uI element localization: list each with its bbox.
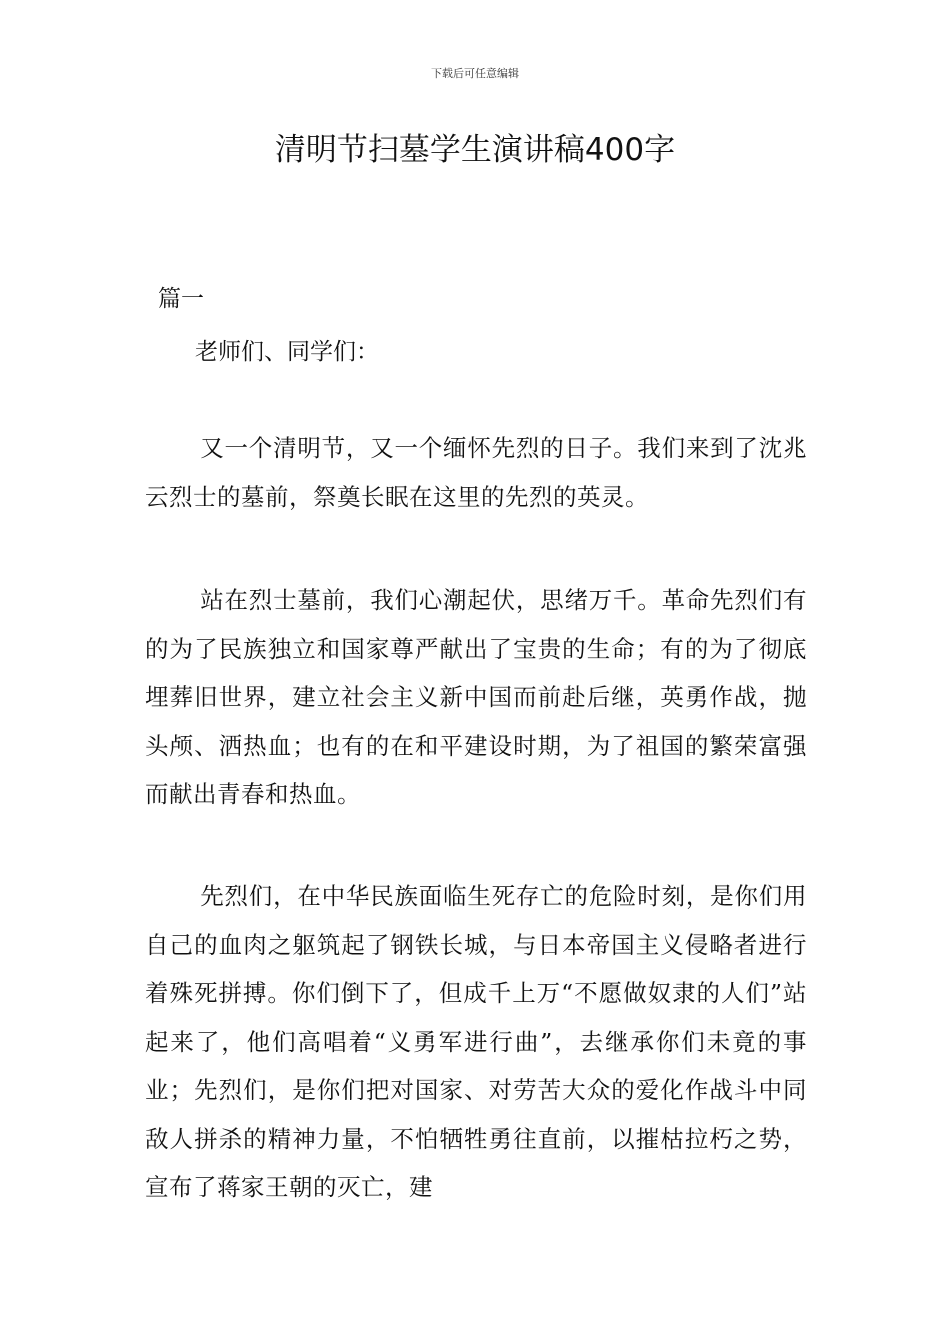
paragraph-1: 又一个清明节，又一个缅怀先烈的日子。我们来到了沈兆云烈士的墓前，祭奠长眠在这里的先烈的英灵。 (145, 434, 807, 511)
greeting-line: 老师们、同学们： (195, 339, 379, 365)
paragraph-2: 站在烈士墓前，我们心潮起伏，思绪万千。革命先烈们有的为了民族独立和国家尊严献出了宝贵的生命；有的为了彻底埋葬旧世界，建立社会主义新中国而前赴后继，英勇作战，抛头颅、洒热血；也有的在和平建设时期，为了祖国的繁荣富强而献出青春和热血。 (145, 586, 807, 808)
document-title: 清明节扫墓学生演讲稿400字 (274, 132, 676, 168)
header-note: 下载后可任意编辑 (431, 67, 519, 80)
paragraph-3: 先烈们，在中华民族面临生死存亡的危险时刻，是你们用自己的血肉之躯筑起了钢铁长城，与日本帝国主义侵略者进行着殊死拼搏。你们倒下了，但成千上万“不愿做奴隶的人们”站起来了，他们高唱着“义勇军进行曲”，去继承你们未竟的事业；先烈们，是你们把对国家、对劳苦大众的爱化作战斗中同敌人拼杀的精神力量，不怕牺牲勇往直前，以摧枯拉朽之势，宣布了蒋家王朝的灭亡，建 (145, 882, 807, 1201)
section-label: 篇一 (158, 286, 204, 312)
